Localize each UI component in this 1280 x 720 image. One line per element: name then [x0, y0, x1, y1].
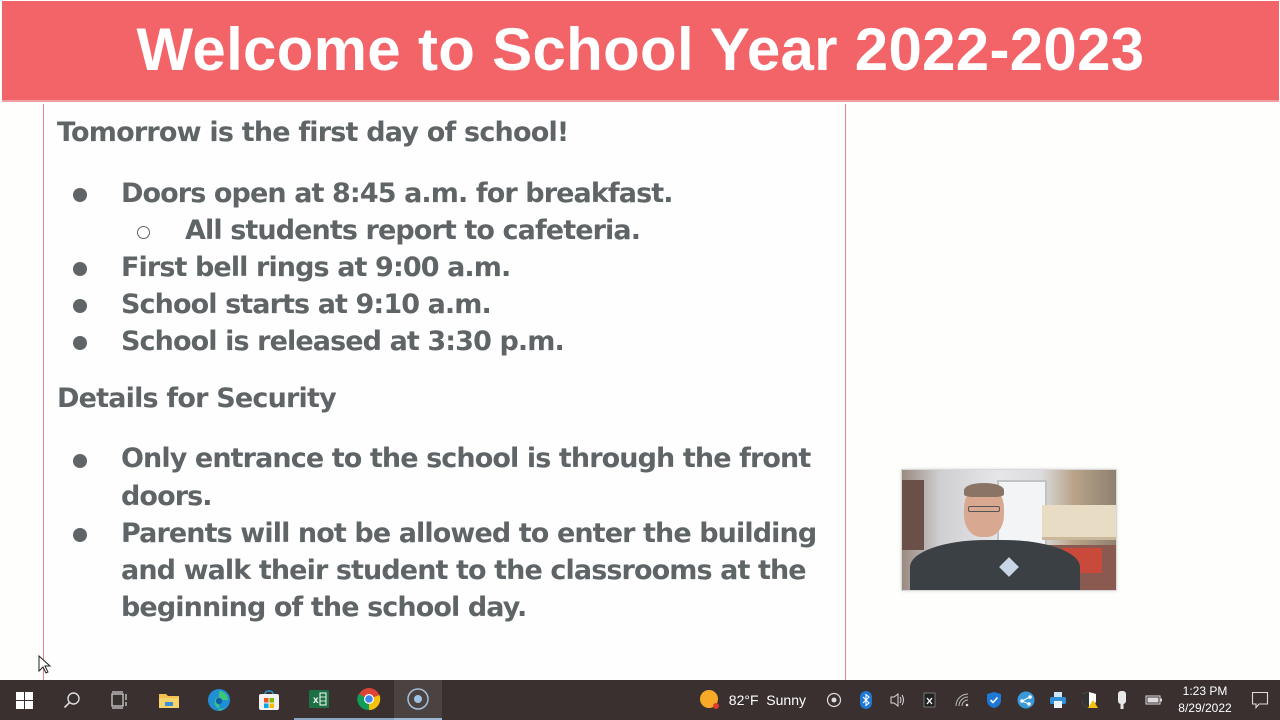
- weather-temp: 82°F: [728, 692, 759, 708]
- printer-tray-button[interactable]: [1042, 680, 1074, 720]
- folder-icon: [158, 691, 180, 709]
- app-tray-button[interactable]: [914, 680, 946, 720]
- chrome-icon: [357, 687, 381, 711]
- bluetooth-tray-button[interactable]: [850, 680, 882, 720]
- action-center-button[interactable]: [1240, 680, 1280, 720]
- network-tray-button[interactable]: [946, 680, 978, 720]
- usb-tray-button[interactable]: [1106, 680, 1138, 720]
- bullet-icon: [73, 299, 87, 313]
- excel-button[interactable]: [294, 680, 344, 720]
- weather-widget[interactable]: [691, 680, 818, 720]
- share-tray-button[interactable]: [1010, 680, 1042, 720]
- file-explorer-button[interactable]: [144, 680, 194, 720]
- shield-warning-icon: [1081, 691, 1099, 709]
- webcam-background-door: [902, 480, 924, 550]
- svg-text:x: x: [313, 695, 319, 706]
- store-icon: [258, 689, 280, 711]
- bullet-icon: [73, 262, 87, 276]
- screen-record-tray-button[interactable]: [818, 680, 850, 720]
- hollow-bullet-icon: [137, 226, 150, 239]
- search-button[interactable]: [48, 680, 96, 720]
- sun-weather-icon: [699, 689, 721, 711]
- printer-icon: [1049, 691, 1067, 709]
- slide-title: Welcome to School Year 2022-2023: [136, 16, 1145, 83]
- bluetooth-icon: [860, 691, 872, 709]
- edge-button[interactable]: [194, 680, 244, 720]
- clock-date: 8/29/2022: [1178, 701, 1232, 715]
- bullet-icon: [73, 528, 87, 542]
- system-tray: [691, 680, 1280, 720]
- excel-icon: [308, 688, 330, 710]
- task-view-button[interactable]: [96, 680, 144, 720]
- mouse-cursor-icon: [38, 655, 52, 675]
- list-item: First bell rings at 9:00 a.m.: [121, 252, 511, 283]
- start-button[interactable]: [0, 680, 48, 720]
- volume-tray-button[interactable]: [882, 680, 914, 720]
- bullet-icon: [73, 188, 87, 202]
- weather-condition: Sunny: [766, 692, 806, 708]
- list-item: Doors open at 8:45 a.m. for breakfast.: [121, 178, 673, 209]
- sub-list-item: All students report to cafeteria.: [185, 215, 641, 246]
- shield-check-icon: [986, 691, 1002, 709]
- clock-time: 1:23 PM: [1182, 684, 1228, 698]
- microsoft-store-button[interactable]: [244, 680, 294, 720]
- section-heading-first-day: Tomorrow is the first day of school!: [57, 117, 569, 148]
- circle-record-icon: [406, 687, 430, 711]
- list-item-line: Only entrance to the school is through the front: [121, 443, 811, 474]
- slide-content-box: [43, 104, 846, 680]
- speaker-icon: [889, 692, 907, 708]
- list-item-line: doors.: [121, 481, 212, 512]
- wifi-icon: [954, 692, 970, 708]
- security-warning-tray-button[interactable]: [1074, 680, 1106, 720]
- bullet-icon: [73, 336, 87, 350]
- slide-title-banner: [2, 1, 1279, 102]
- battery-icon: [1145, 694, 1163, 706]
- share-icon: [1017, 691, 1035, 709]
- presenter-torso: [910, 540, 1080, 591]
- document-x-icon: [922, 692, 938, 708]
- section-heading-security: Details for Security: [57, 383, 336, 414]
- windows-taskbar: [0, 680, 1280, 720]
- recorder-app-button[interactable]: [394, 680, 442, 720]
- search-icon: [63, 691, 81, 709]
- chrome-button[interactable]: [344, 680, 394, 720]
- list-item-line: beginning of the school day.: [121, 592, 527, 623]
- bullet-icon: [73, 454, 87, 468]
- webcam-background-cabinet: [1042, 505, 1117, 540]
- windows-logo-icon: [16, 692, 33, 709]
- edge-icon: [207, 688, 231, 712]
- list-item-line: Parents will not be allowed to enter the building: [121, 518, 817, 549]
- list-item-line: and walk their student to the classrooms at the: [121, 555, 806, 586]
- battery-tray-button[interactable]: [1138, 680, 1170, 720]
- list-item: School starts at 9:10 a.m.: [121, 289, 491, 320]
- list-item: School is released at 3:30 p.m.: [121, 326, 564, 357]
- record-tray-icon: [826, 692, 842, 708]
- system-clock[interactable]: [1170, 680, 1240, 720]
- task-view-icon: [110, 691, 130, 709]
- presenter-webcam-video[interactable]: [901, 469, 1117, 591]
- defender-tray-button[interactable]: [978, 680, 1010, 720]
- presenter-hair: [964, 483, 1004, 497]
- presenter-glasses: [968, 506, 1000, 512]
- notification-icon: [1251, 691, 1269, 709]
- usb-drive-icon: [1117, 690, 1127, 710]
- weather-temperature: [729, 692, 806, 708]
